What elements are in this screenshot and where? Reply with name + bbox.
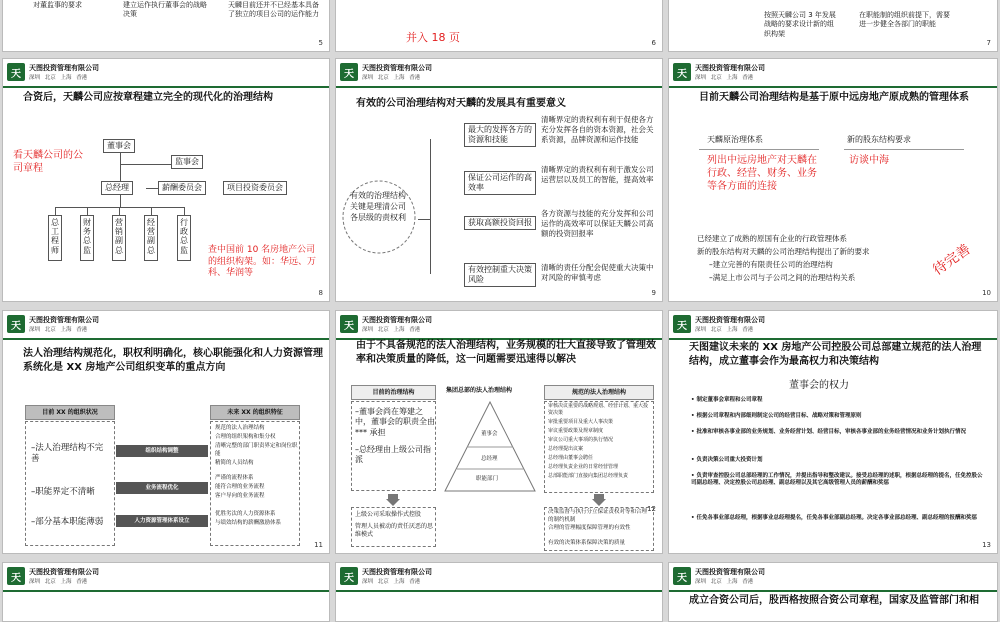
benefit-desc: 清晰界定的责权利有利于促使各方充分发挥各自的资本资源，社会关系资源，品牌资源和运作技能 xyxy=(541,115,654,145)
slide-header xyxy=(340,63,640,83)
company-name: 天图投资管理有限公司 xyxy=(29,64,99,72)
standard-result: 有效的决策体系保障决策的质量 xyxy=(548,540,626,546)
connection-note: 列出中远房地产对天麟在行政、经营、财务、业务等各方面的连接 xyxy=(707,155,817,192)
right-item: 优胜劣汰的人力资源体系 xyxy=(215,511,276,517)
right-item: 规范的法人治理结构 xyxy=(215,425,265,431)
pyramid-level: 总经理 xyxy=(481,456,498,462)
current-result: 管理人员被动的责任厌恶的思维模式 xyxy=(355,523,434,539)
research-callout: 查中国前 10 名房地产公司的组织构架。如：华远、万科、华润等 xyxy=(208,245,317,279)
org-supervisors: 监事会 xyxy=(171,155,203,169)
standard-item: 审批重要项目及重大人事决策 xyxy=(548,419,614,425)
standard-result: 决策监督与执行分立保证责权对等和合理的制约机制 xyxy=(548,509,648,523)
company-cities: 深圳 北京 上海 香港 xyxy=(29,579,88,585)
org-dept: 财务总监 xyxy=(80,215,94,261)
header-rule xyxy=(336,86,662,88)
benefit-key: 有效控制重大决策风险 xyxy=(464,263,536,287)
right-header: 未来 XX 的组织特征 xyxy=(210,405,300,420)
interview-note: 访谈中海 xyxy=(849,155,889,166)
company-cities: 深圳 北京 上海 香港 xyxy=(29,75,88,81)
page-number: 11 xyxy=(314,541,323,549)
standard-item: 总经理提出议案 xyxy=(548,446,584,452)
page-number: 5 xyxy=(318,39,323,47)
slide-title: 天图建议未来的 XX 房地产公司控股公司总部建立规范的法人治理结构，成立董事会作为最高权力和决策结构 xyxy=(689,342,982,367)
slide-header xyxy=(673,63,973,83)
slide-9[interactable] xyxy=(335,58,663,302)
org-invest-committee: 项目投资委员会 xyxy=(223,181,287,195)
company-name: 天图投资管理有限公司 xyxy=(29,568,99,576)
slide-title: 法人治理结构规范化，职权利明确化，核心职能强化和人力资源管理系统化是 XX 房地产公司组织变革的重点方向 xyxy=(23,348,323,373)
page-number: 6 xyxy=(651,39,656,47)
org-gm: 总经理 xyxy=(101,181,133,195)
company-logo: 天 xyxy=(673,63,691,81)
slide-title: 成立合资公司后，股西格按照合资公司章程，国家及监管部门和相 xyxy=(689,595,979,606)
col2-label: 新的股东结构要求 xyxy=(847,135,911,144)
slide-header xyxy=(673,567,973,587)
company-name: 天图投资管理有限公司 xyxy=(29,316,99,324)
page-number: 8 xyxy=(318,289,323,297)
right-item: 精简的人员结构 xyxy=(215,460,254,466)
s5-mid: 建立运作执行董事会的战略决策 xyxy=(123,1,207,19)
col-header: 目前的治理结构 xyxy=(351,385,436,400)
org-dept: 行政总监 xyxy=(177,215,191,261)
company-logo: 天 xyxy=(7,315,25,333)
company-name: 天图投资管理有限公司 xyxy=(695,64,765,72)
benefit-desc: 清晰界定的责权利有利于激发公司运营层以及员工的智能，提高效率 xyxy=(541,165,654,185)
pyramid-level: 职能部门 xyxy=(476,476,499,482)
standard-item: 总经理负责企业的日常经营管理 xyxy=(548,464,619,470)
merge-note: 并入 18 页 xyxy=(406,31,460,44)
power-item: • 制定董事会章程和公司章程 xyxy=(691,397,763,403)
company-name: 天图投资管理有限公司 xyxy=(362,568,432,576)
company-cities: 深圳 北京 上海 香港 xyxy=(695,327,754,333)
slide-title: 有效的公司治理结构对天麟的发展具有重要意义 xyxy=(356,98,566,109)
standard-item: 总经理由董事会聘任 xyxy=(548,455,594,461)
company-logo: 天 xyxy=(7,63,25,81)
sub-bullet: –建立完善的有限责任公司的治理结构 xyxy=(709,260,833,269)
slide-header xyxy=(7,567,307,587)
company-name: 天图投资管理有限公司 xyxy=(695,568,765,576)
slide-title: 目前天麟公司治理结构是基于原中远房地产原成熟的管理体系 xyxy=(699,92,969,103)
company-cities: 深圳 北京 上海 香港 xyxy=(362,327,421,333)
standard-item: 审议公司重大事项的执行情况 xyxy=(548,437,614,443)
slide-header xyxy=(340,567,640,587)
page-number: 7 xyxy=(986,39,991,47)
company-logo: 天 xyxy=(673,315,691,333)
s5-right: 天麟目前还并不已经基本具备了独立的项目公司的运作能力 xyxy=(228,1,319,19)
change-bar: 人力资源管理体系设立 xyxy=(116,515,208,527)
pyramid-level: 董事会 xyxy=(481,431,498,437)
slide-15[interactable] xyxy=(335,562,663,622)
company-cities: 深圳 北京 上海 香港 xyxy=(695,579,754,585)
slide-11[interactable] xyxy=(2,310,330,554)
bullet: 已经建立了成熟的原国有企业的行政管理体系 xyxy=(697,234,847,243)
standard-item: 总部职能部门直接向集团总经理负责 xyxy=(548,473,629,479)
company-logo: 天 xyxy=(673,567,691,585)
slide-title: 合资后，天麟公司应按章程建立完全的现代化的治理结构 xyxy=(23,92,273,103)
slide-6[interactable] xyxy=(335,0,663,52)
sub-bullet: –满足上市公司与子公司之间的治理结构关系 xyxy=(709,273,856,282)
header-rule xyxy=(669,86,997,88)
company-logo: 天 xyxy=(340,567,358,585)
down-arrow-icon xyxy=(592,494,606,506)
page-number: 13 xyxy=(982,541,991,549)
slide-10[interactable] xyxy=(668,58,998,302)
company-cities: 深圳 北京 上海 香港 xyxy=(695,75,754,81)
left-item: –部分基本职能薄弱 xyxy=(31,517,104,527)
power-item: • 根据公司章程和内部细则制定公司的经营目标、战略对策和管理原则 xyxy=(691,413,862,419)
slide-13[interactable] xyxy=(668,310,998,554)
change-bar: 组织结构调整 xyxy=(116,445,208,457)
current-result: 上级公司采取操作式控股 xyxy=(355,511,422,518)
col1-label: 天麟原治理体系 xyxy=(707,135,763,144)
standard-item: 审议重要政策及规章制度 xyxy=(548,428,604,434)
company-name: 天图投资管理有限公司 xyxy=(695,316,765,324)
header-rule xyxy=(3,590,329,592)
down-arrow-icon xyxy=(386,494,400,506)
col-header: 规范的法人治理结构 xyxy=(544,385,654,400)
benefit-key: 保证公司运作的高效率 xyxy=(464,171,536,195)
right-item: 客户导向的业务流程 xyxy=(215,493,265,499)
right-item: 合理的组织架构和集分权 xyxy=(215,434,276,440)
company-logo: 天 xyxy=(340,63,358,81)
charter-note: 看天麟公司的公司章程 xyxy=(13,150,83,174)
slide-16[interactable] xyxy=(668,562,998,622)
slide-7[interactable] xyxy=(668,0,998,52)
power-item: • 负责审查控股公司总部经理的工作情况，并提出指导和整改建议。接受总经理的述职，根据总经理的提名，任免控股公司副总经理、决定控股公司总经理、副总经理以及其它高级管理人员的薪酬和奖惩 xyxy=(691,473,983,487)
company-name: 天图投资管理有限公司 xyxy=(362,64,432,72)
right-item: 严谨的流程体系 xyxy=(215,475,254,481)
header-rule xyxy=(669,338,997,340)
left-item: –法人治理结构不完善 xyxy=(31,443,104,465)
header-rule xyxy=(3,338,329,340)
power-item: • 批准和审核各事业部的业务规划、业务经营计划、经营目标，审核各事业部的业务经营情况和业务计划执行情况 xyxy=(691,429,966,435)
slide-14[interactable] xyxy=(2,562,330,622)
slide-title: 由于不具备规范的法人治理结构，业务规模的壮大直接导致了管理效率和决策质量的降低，这一问题需要迅速得以解决 xyxy=(356,340,656,365)
header-rule xyxy=(3,86,329,88)
bullet: 新的股东结构对天麟的公司治理结构提出了新的要求 xyxy=(697,247,870,256)
change-bar: 业务流程优化 xyxy=(116,482,208,494)
s7-right: 在职能制的组织前提下，需要进一步健全各部门的职能 xyxy=(859,11,950,29)
left-item: –职能界定不清晰 xyxy=(31,487,95,497)
center-statement: 有效的治理结构关键是理清公司各层级的责权利 xyxy=(350,191,406,222)
org-pay-committee: 薪酬委员会 xyxy=(158,181,206,195)
org-board: 董事会 xyxy=(103,139,135,153)
right-item: 能符合理的业务流程 xyxy=(215,484,265,490)
power-item: • 负责决策公司重大投资计划 xyxy=(691,457,763,463)
benefit-key: 获取高额投资回报 xyxy=(464,216,536,230)
right-item: 与绩效结构的薪酬激励体系 xyxy=(215,520,282,526)
power-item: • 任免各事业部总经理，根据事业总经理提名，任免各事业部副总经理。决定各事业部总经理、副总经理的报酬和奖惩 xyxy=(691,515,977,521)
page-number: 9 xyxy=(651,289,656,297)
slide-8[interactable] xyxy=(2,58,330,302)
todo-stamp: 待完善 xyxy=(930,241,974,279)
company-name: 天图投资管理有限公司 xyxy=(362,316,432,324)
slide-12[interactable] xyxy=(335,310,663,554)
company-logo: 天 xyxy=(340,315,358,333)
slide-header xyxy=(7,315,307,335)
benefit-desc: 各方资源与技能的充分发挥和公司运作的高效率可以保证天麟公司高额的投资回报率 xyxy=(541,209,654,239)
standard-result: 合理的管理幅度保障管理的有效性 xyxy=(548,525,631,531)
right-item: 清晰完整的部门职责界定和岗位职能 xyxy=(215,443,298,457)
board-powers-heading: 董事会的权力 xyxy=(789,380,849,391)
s5-left: 对董监事的要求 xyxy=(33,1,82,9)
slide-header xyxy=(7,63,307,83)
standard-item: 审核决议重要的战略规划、经营计划、重大投资决策 xyxy=(548,403,649,416)
benefit-key: 最大的发挥各方的资源和技能 xyxy=(464,123,536,147)
s7-left: 按照天麟公司 3 年发展战略的要求设计新的组织构架 xyxy=(764,11,836,38)
company-logo: 天 xyxy=(7,567,25,585)
slide-header xyxy=(673,315,973,335)
benefit-desc: 清晰的责任分配会促使重大决策中对风险的审慎考虑 xyxy=(541,263,654,283)
page-number: 12 xyxy=(647,505,656,513)
left-header: 目前 XX 的组织状况 xyxy=(25,405,115,420)
slide-header xyxy=(340,315,640,335)
header-rule xyxy=(336,590,662,592)
page-number: 10 xyxy=(982,289,991,297)
col-header: 集团总部的法人治理结构 xyxy=(446,387,513,394)
org-dept: 总工程师 xyxy=(48,215,62,261)
company-cities: 深圳 北京 上海 香港 xyxy=(362,75,421,81)
slide-5[interactable] xyxy=(2,0,330,52)
header-rule xyxy=(669,590,997,592)
company-cities: 深圳 北京 上海 香港 xyxy=(29,327,88,333)
org-dept: 经营副总 xyxy=(144,215,158,261)
current-issue: –总经理由上级公司指派 xyxy=(355,445,431,465)
company-cities: 深圳 北京 上海 香港 xyxy=(362,579,421,585)
current-issue: –董事会尚在筹建之中，董事会的职责全由 *** 承担 xyxy=(355,407,435,437)
org-dept: 营销副总 xyxy=(112,215,126,261)
